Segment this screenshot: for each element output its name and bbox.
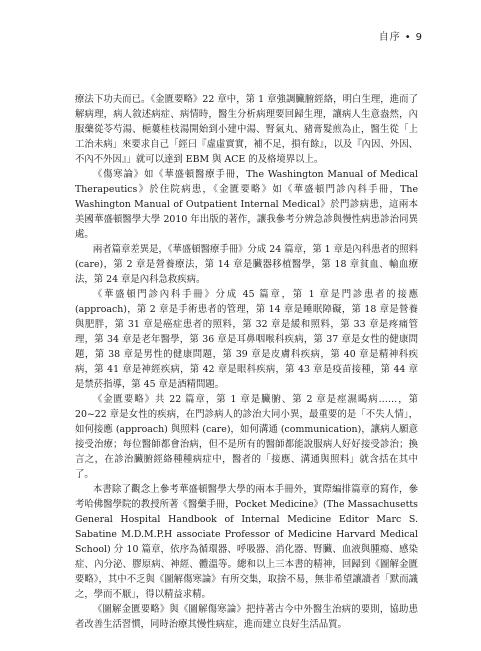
paragraph: 本書除了觀念上參考華盛頓醫學大學的兩本手冊外，實際編排篇章的寫作，參考哈佛醫學院的教授所著《醫藥手冊，Pocket Medicine》(The Massachusetts General Hospital Handbook of Internal Medicine Editor Marc S. Sabatine M.D.M.P.H associate Professor of Medicine Harvard Medical School) 分 10 篇章，依序為循環器、呼吸器、消化器、腎臟、血液與腫瘍、感染症、內分泌、膠原病、神經、體溫等。總和以上三本書的精神，回歸到《圖解金匱要略》，其中不乏與《圖解傷寒論》有所交集，取捨不易，無非希望讓讀者「默而識之，學而不厭」，得以精益求精。 xyxy=(75,484,418,600)
paragraph: 兩者篇章差異是，《華盛頓醫療手冊》分成 24 篇章，第 1 章是內科患者的照料 (care)，第 2 章是營養療法，第 14 章是臟器移植醫學，第 18 章貧血、輸血療法，第 24 章是內科急救疾病。 xyxy=(75,244,418,285)
paragraph: 療法下功夫而已。《金匱要略》22 章中，第 1 章強調臟腑經絡，明白生理，進而了解病理，病人敘述病症、病情時，醫生分析病理要回歸生理，讓病人生意盎然，內服藥從苓芍湯、梔蔞桂枝湯開始到小建中湯、腎氣丸、豬膏髮煎為止，醫生從「上工治未病」來要求自己「經曰『虛虛實實，補不足，損有餘』，以及『內因、外因、不內不外因』」就可以達到 EBM 與 ACE 的及格境界以上。 xyxy=(75,94,418,165)
running-header xyxy=(0,28,481,42)
page-number: 9 xyxy=(415,32,423,43)
paragraph: 《華盛頓門診內科手冊》分成 45 篇章，第 1 章是門診患者的接應 (approach)，第 2 章是手術患者的管理，第 14 章是睡眠障礙，第 18 章是營養與肥胖，第 31 章是癌症患者的照料，第 32 章是緩和照料，第 33 章是疼痛管理，第 34 章是老年醫學，第 36 章是耳鼻咽喉科疾病，第 37 章是女性的健康問題，第 38 章是男性的健康問題，第 39 章是皮膚科疾病，第 40 章是精神科疾病，第 41 章是神經疾病，第 42 章是眼科疾病，第 43 章是疫苗接種，第 44 章是禁菸指導，第 45 章是酒精問題。 xyxy=(75,289,418,390)
header-inner xyxy=(379,28,423,43)
section-title: 自序 xyxy=(378,32,401,43)
body-text xyxy=(75,92,418,632)
header-bullet: • xyxy=(404,32,412,43)
paragraph: 《傷寒論》如《華盛頓醫療手冊，The Washington Manual of Medical Therapeutics》於住院病患，《金匱要略》如《華盛頓門診內科手冊，The Washington Manual of Outpatient Internal Medical》於門診病患，這兩本美國華盛頓醫學大學 2010 年出版的著作，讓我參考分辨急診與慢性病患診治同異處。 xyxy=(75,169,418,240)
paragraph: 《圖解金匱要略》與《圖解傷寒論》把持著古今中外醫生治病的要則，協助患者改善生活習慣，同時治療其慢性病症，進而建立良好生活品質。 xyxy=(75,604,418,630)
paragraph: 《金匱要略》共 22 篇章，第 1 章是臟腑、第 2 章是痙濕暍病……，第 20~22 章是女性的疾病，在門診病人的診治大同小異，最重要的是「不失人情」，如何接應 (approach) 與照料 (care)，如何溝通 (communication)，讓病人願意接受治療；每位醫師都會治病，但不是所有的醫師都能說服病人好好接受診治；換言之，在診治臟腑經絡種種病症中，醫者的「接應、溝通與照料」就含括在其中了。 xyxy=(75,394,418,480)
